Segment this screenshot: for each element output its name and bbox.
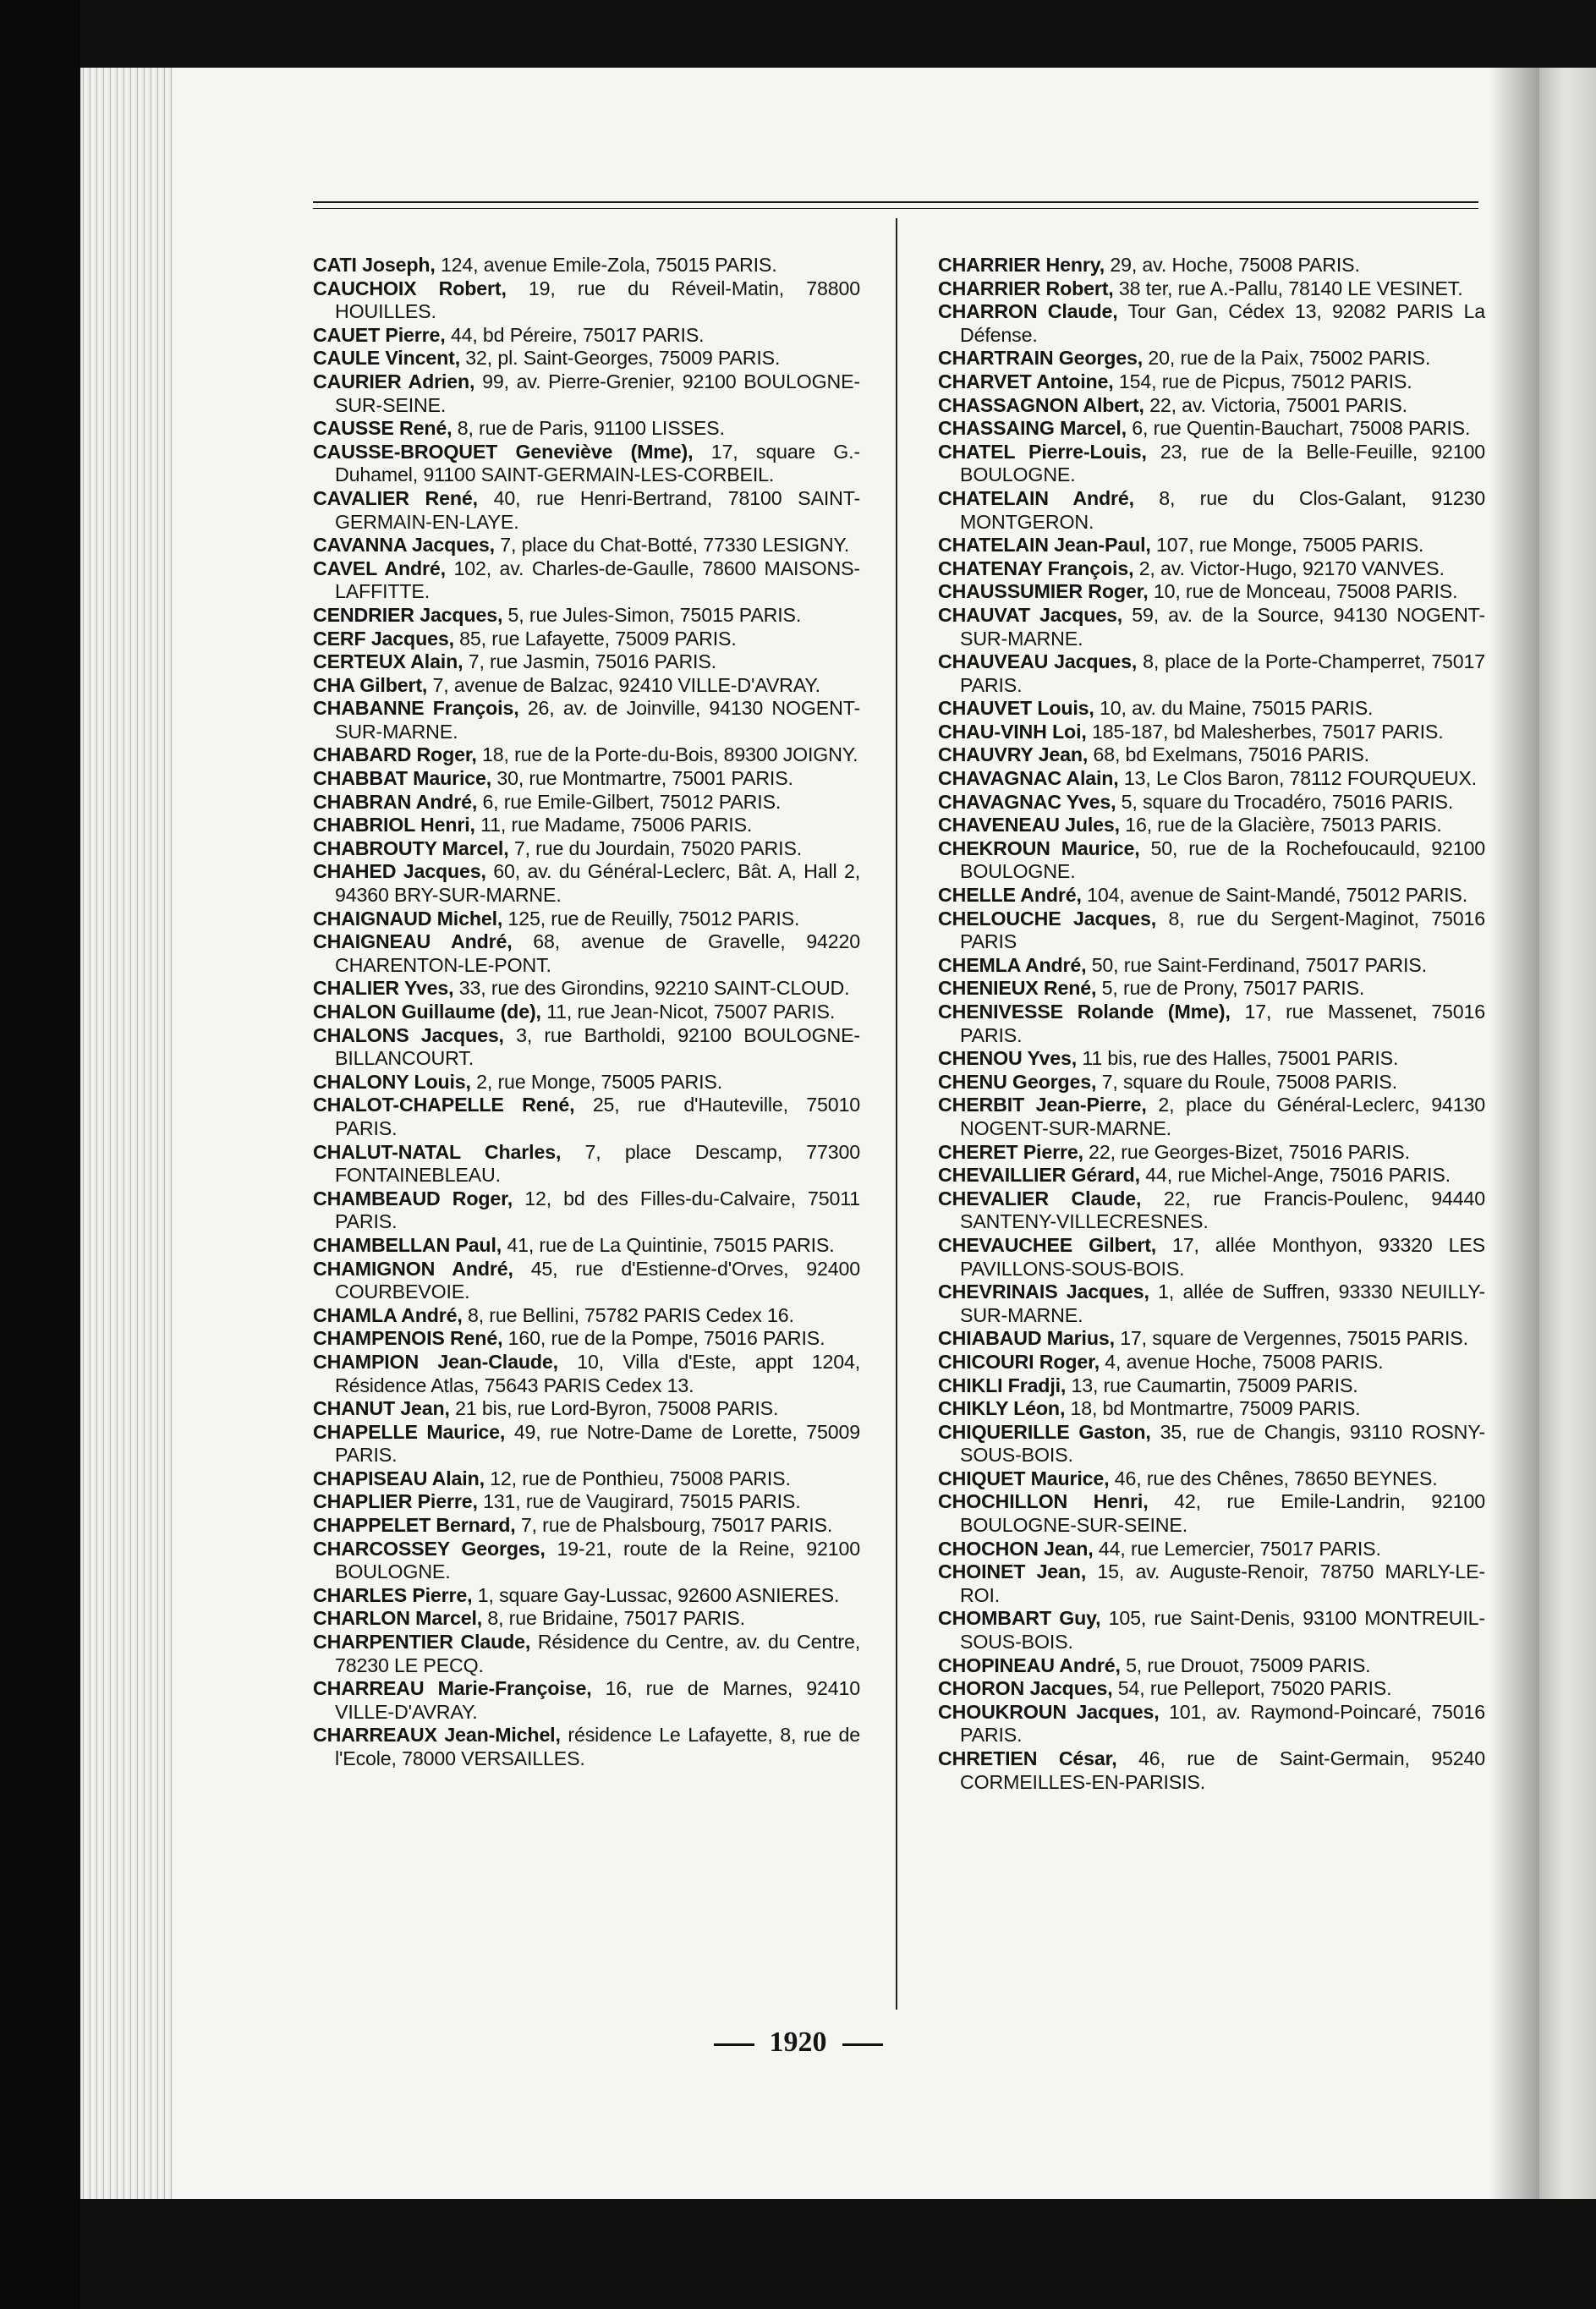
directory-entry: [938, 743, 1485, 767]
entry-address: 59, av. de la Source, 94130 NOGENT-SUR-MARNE.: [960, 603, 1485, 650]
entry-name: CHALOT-CHAPELLE René,: [313, 1094, 575, 1116]
directory-entry: [313, 324, 860, 348]
entry-address: 38 ter, rue A.-Pallu, 78140 LE VESINET.: [1118, 277, 1463, 299]
directory-entry: [938, 1421, 1485, 1467]
entry-name: CHAMBEAUD Roger,: [313, 1187, 513, 1209]
entry-address: 13, rue Caumartin, 75009 PARIS.: [1071, 1374, 1358, 1396]
directory-entry: [938, 1607, 1485, 1654]
entry-name: CHABRIOL Henri,: [313, 814, 475, 836]
directory-entry: [313, 1467, 860, 1491]
directory-entry: [938, 1560, 1485, 1607]
directory-entry: [313, 1304, 860, 1328]
entry-name: CHOINET Jean,: [938, 1560, 1087, 1583]
entry-name: CHATELAIN Jean-Paul,: [938, 534, 1151, 557]
directory-entry: [938, 557, 1485, 581]
entry-address: 11, rue Jean-Nicot, 75007 PARIS.: [546, 1001, 836, 1023]
entry-name: CHANUT Jean,: [313, 1397, 450, 1420]
entry-name: CHENOU Yves,: [938, 1047, 1078, 1070]
directory-entry: [938, 580, 1485, 604]
entry-name: CHARREAU Marie-Françoise,: [313, 1677, 592, 1700]
header-rule: [313, 201, 1478, 203]
entry-address: 3, rue Bartholdi, 92100 BOULOGNE-BILLANCOURT.: [335, 1023, 860, 1070]
entry-name: CHERBIT Jean-Pierre,: [938, 1094, 1147, 1116]
entry-address: 20, rue de la Paix, 75002 PARIS.: [1148, 347, 1431, 370]
entry-name: CHATELAIN André,: [938, 486, 1134, 509]
entry-name: CHABRAN André,: [313, 790, 478, 813]
entry-address: 8, rue Bellini, 75782 PARIS Cedex 16.: [467, 1303, 794, 1326]
entry-address: 12, bd des Filles-du-Calvaire, 75011 PARIS.: [335, 1187, 861, 1233]
entry-address: 104, avenue de Saint-Mandé, 75012 PARIS.: [1087, 884, 1468, 907]
entry-address: 185-187, bd Malesherbes, 75017 PARIS.: [1091, 720, 1444, 743]
directory-entry: [313, 417, 860, 441]
directory-entry: [313, 1327, 860, 1351]
entry-address: 7, rue du Jourdain, 75020 PARIS.: [513, 836, 803, 859]
directory-entry: [938, 370, 1485, 394]
header-rule-thin: [313, 208, 1478, 209]
directory-entry: [938, 697, 1485, 721]
directory-entry: [938, 394, 1485, 418]
entry-name: CAVANNA Jacques,: [313, 534, 495, 557]
entry-name: CHIKLI Fradji,: [938, 1374, 1067, 1396]
entry-name: CENDRIER Jacques,: [313, 603, 503, 626]
entry-name: CHAVAGNAC Yves,: [938, 790, 1116, 813]
entry-address: 154, rue de Picpus, 75012 PARIS.: [1118, 370, 1412, 392]
entry-address: 4, avenue Hoche, 75008 PARIS.: [1105, 1350, 1384, 1373]
entry-name: CHATENAY François,: [938, 557, 1134, 579]
entry-name: CHENIEUX René,: [938, 977, 1097, 1000]
directory-entry: [938, 977, 1485, 1001]
entry-name: CHIABAUD Marius,: [938, 1327, 1115, 1350]
entry-name: CHARRIER Henry,: [938, 254, 1105, 276]
entry-address: 50, rue Saint-Ferdinand, 75017 PARIS.: [1091, 953, 1427, 976]
entry-address: 7, avenue de Balzac, 92410 VILLE-D'AVRAY.: [432, 673, 820, 696]
entry-name: CHOCHON Jean,: [938, 1537, 1094, 1560]
entry-name: CHAPLIER Pierre,: [313, 1490, 478, 1513]
entry-name: CHATEL Pierre-Louis,: [938, 440, 1147, 463]
directory-entry: [313, 1071, 860, 1094]
entry-address: 16, rue de la Glacière, 75013 PARIS.: [1125, 814, 1442, 836]
directory-entry: [313, 557, 860, 604]
directory-entry: [313, 1258, 860, 1304]
entry-name: CERTEUX Alain,: [313, 650, 463, 673]
entry-name: CHAMLA André,: [313, 1303, 463, 1326]
entry-name: CAUSSE-BROQUET Geneviève (Mme),: [313, 440, 694, 463]
directory-entry: [938, 814, 1485, 837]
directory-entry: [938, 604, 1485, 650]
directory-entry: [938, 1747, 1485, 1794]
entry-address: 30, rue Montmartre, 75001 PARIS.: [496, 767, 793, 790]
entry-name: CHICOURI Roger,: [938, 1350, 1100, 1373]
entry-address: 60, av. du Général-Leclerc, Bât. A, Hall 2, 94360 BRY-SUR-MARNE.: [335, 860, 860, 907]
page-number-dash-right: [842, 2043, 883, 2046]
directory-entry: [313, 674, 860, 698]
directory-entry: [938, 417, 1485, 441]
directory-entry: [938, 300, 1485, 347]
entry-name: CHAUVAT Jacques,: [938, 603, 1123, 626]
entry-name: CHASSAGNON Albert,: [938, 393, 1144, 416]
entry-address: 7, rue de Phalsbourg, 75017 PARIS.: [520, 1514, 833, 1537]
directory-entry: [313, 1234, 860, 1258]
entry-name: CAULE Vincent,: [313, 347, 460, 370]
gutter-shadow: [1489, 68, 1539, 2199]
entry-address: Résidence du Centre, av. du Centre, 78230 LE PECQ.: [335, 1631, 860, 1676]
entry-address: 54, rue Pelleport, 75020 PARIS.: [1117, 1677, 1392, 1700]
column-separator: [896, 218, 897, 2010]
entry-address: 125, rue de Reuilly, 75012 PARIS.: [507, 907, 800, 930]
entry-name: CHARLES Pierre,: [313, 1583, 473, 1606]
directory-entry: [938, 1467, 1485, 1491]
directory-entry: [313, 1584, 860, 1608]
entry-address: 10, av. du Maine, 75015 PARIS.: [1100, 697, 1374, 720]
entry-name: CHEVALIER Claude,: [938, 1187, 1142, 1209]
entry-address: 32, pl. Saint-Georges, 75009 PARIS.: [465, 347, 781, 370]
entry-address: 7, place du Chat-Botté, 77330 LESIGNY.: [500, 534, 850, 557]
directory-entry: [938, 767, 1485, 791]
directory-entry: [313, 650, 860, 674]
entry-name: CHAIGNAUD Michel,: [313, 907, 503, 930]
entry-name: CHELOUCHE Jacques,: [938, 907, 1156, 930]
entry-name: CHAPPELET Bernard,: [313, 1514, 516, 1537]
directory-entry: [313, 254, 860, 277]
entry-address: 44, bd Péreire, 75017 PARIS.: [450, 323, 705, 346]
directory-entry: [938, 954, 1485, 978]
entry-name: CHASSAING Marcel,: [938, 417, 1127, 440]
scan-background: [0, 0, 80, 2309]
entry-address: 44, rue Michel-Ange, 75016 PARIS.: [1145, 1164, 1451, 1187]
entry-address: 5, rue de Prony, 75017 PARIS.: [1101, 977, 1365, 1000]
entry-name: CHAMBELLAN Paul,: [313, 1233, 502, 1256]
directory-entry: [938, 1538, 1485, 1561]
entry-address: 49, rue Notre-Dame de Lorette, 75009 PARIS.: [335, 1420, 860, 1467]
entry-address: 8, rue du Sergent-Maginot, 75016 PARIS: [960, 907, 1485, 953]
entry-name: CHAUSSUMIER Roger,: [938, 580, 1149, 603]
directory-entry: [313, 441, 860, 487]
directory-entry: [938, 254, 1485, 277]
entry-address: 15, av. Auguste-Renoir, 78750 MARLY-LE-ROI.: [960, 1560, 1485, 1606]
entry-name: CHAUVRY Jean,: [938, 743, 1089, 766]
entry-name: CHORON Jacques,: [938, 1677, 1113, 1700]
directory-entry: [938, 1327, 1485, 1351]
directory-entry: [313, 1514, 860, 1538]
left-column: [313, 254, 860, 1771]
entry-name: CHEMLA André,: [938, 953, 1087, 976]
directory-entry: [313, 1351, 860, 1397]
entry-name: CHARRIER Robert,: [938, 277, 1114, 299]
entry-address: 102, av. Charles-de-Gaulle, 78600 MAISONS-LAFFITTE.: [335, 557, 860, 603]
entry-address: 10, rue de Monceau, 75008 PARIS.: [1153, 580, 1458, 603]
directory-entry: [313, 930, 860, 977]
entry-name: CHEVAILLIER Gérard,: [938, 1164, 1140, 1187]
entry-address: 99, av. Pierre-Grenier, 92100 BOULOGNE-SUR-SEINE.: [335, 370, 860, 416]
page-number-text: 1920: [769, 2027, 827, 2058]
entry-address: 26, av. de Joinville, 94130 NOGENT-SUR-MARNE.: [335, 697, 861, 743]
entry-name: CHERET Pierre,: [938, 1140, 1083, 1163]
directory-entry: [938, 1187, 1485, 1234]
entry-address: 1, square Gay-Lussac, 92600 ASNIERES.: [477, 1583, 840, 1606]
directory-entry: [313, 1024, 860, 1071]
directory-entry: [313, 1397, 860, 1421]
directory-entry: [313, 347, 860, 370]
entry-address: 6, rue Emile-Gilbert, 75012 PARIS.: [482, 790, 782, 813]
directory-entry: [313, 860, 860, 907]
entry-address: 5, rue Jules-Simon, 75015 PARIS.: [507, 603, 802, 626]
entry-name: CHARTRAIN Georges,: [938, 347, 1144, 370]
directory-entry: [313, 1724, 860, 1770]
directory-entry: [938, 837, 1485, 884]
entry-address: 7, place Descamp, 77300 FONTAINEBLEAU.: [335, 1140, 860, 1187]
directory-entry: [313, 837, 860, 861]
entry-name: CHA Gilbert,: [313, 673, 428, 696]
directory-entry: [313, 1001, 860, 1024]
entry-address: 12, rue de Ponthieu, 75008 PARIS.: [490, 1467, 791, 1489]
entry-name: CHALIER Yves,: [313, 977, 454, 1000]
entry-name: CAURIER Adrien,: [313, 370, 475, 392]
entry-address: 5, rue Drouot, 75009 PARIS.: [1126, 1654, 1371, 1676]
entry-name: CHALUT-NATAL Charles,: [313, 1140, 562, 1163]
entry-address: 46, rue des Chênes, 78650 BEYNES.: [1114, 1467, 1438, 1489]
entry-address: 18, rue de la Porte-du-Bois, 89300 JOIGNY.: [482, 743, 858, 766]
entry-address: 8, rue du Clos-Galant, 91230 MONTGERON.: [960, 486, 1485, 533]
entry-address: 2, rue Monge, 75005 PARIS.: [476, 1070, 722, 1093]
entry-address: 41, rue de La Quintinie, 75015 PARIS.: [507, 1233, 835, 1256]
entry-address: 68, bd Exelmans, 75016 PARIS.: [1093, 743, 1369, 766]
entry-address: 17, square G.-Duhamel, 91100 SAINT-GERMAIN-LES-CORBEIL.: [335, 440, 860, 486]
directory-entry: [938, 1001, 1485, 1047]
entry-address: 40, rue Henri-Bertrand, 78100 SAINT-GERMAIN-EN-LAYE.: [335, 486, 861, 533]
directory-entry: [313, 1141, 860, 1187]
directory-entry: [938, 1141, 1485, 1165]
directory-entry: [938, 1071, 1485, 1094]
entry-name: CHALONS Jacques,: [313, 1023, 504, 1046]
directory-entry: [313, 628, 860, 651]
entry-address: 22, av. Victoria, 75001 PARIS.: [1149, 393, 1407, 416]
entry-name: CHAPELLE Maurice,: [313, 1420, 506, 1443]
entry-name: CATI Joseph,: [313, 254, 436, 276]
entry-name: CHAMIGNON André,: [313, 1257, 513, 1280]
directory-entry: [938, 791, 1485, 814]
directory-entry: [938, 534, 1485, 557]
entry-name: CHENU Georges,: [938, 1070, 1097, 1093]
page-number-dash-left: [714, 2043, 754, 2046]
entry-address: 8, rue Bridaine, 75017 PARIS.: [487, 1607, 745, 1630]
entry-address: 7, square du Roule, 75008 PARIS.: [1101, 1070, 1397, 1093]
entry-address: 85, rue Lafayette, 75009 PARIS.: [459, 627, 737, 650]
entry-address: 131, rue de Vaugirard, 75015 PARIS.: [483, 1490, 801, 1513]
directory-entry: [313, 743, 860, 767]
entry-address: 23, rue de la Belle-Feuille, 92100 BOULOGNE.: [960, 440, 1485, 486]
directory-entry: [313, 697, 860, 743]
page-stack-edge: [80, 68, 178, 2199]
directory-entry: [938, 1654, 1485, 1678]
entry-name: CHIQUET Maurice,: [938, 1467, 1110, 1489]
entry-address: 1, allée de Suffren, 93330 NEUILLY-SUR-MARNE.: [960, 1281, 1486, 1326]
entry-address: 35, rue de Changis, 93110 ROSNY-SOUS-BOIS.: [960, 1420, 1486, 1467]
entry-address: 18, bd Montmartre, 75009 PARIS.: [1070, 1397, 1361, 1420]
entry-address: 17, square de Vergennes, 75015 PARIS.: [1120, 1327, 1468, 1350]
entry-name: CHAMPION Jean-Claude,: [313, 1350, 558, 1373]
entry-address: 2, av. Victor-Hugo, 92170 VANVES.: [1138, 557, 1445, 579]
entry-name: CHABANNE François,: [313, 697, 519, 720]
entry-name: CHAVENEAU Jules,: [938, 814, 1120, 836]
entry-name: CHABROUTY Marcel,: [313, 836, 509, 859]
entry-name: CHIKLY Léon,: [938, 1397, 1066, 1420]
entry-address: 10, Villa d'Este, appt 1204, Résidence Atlas, 75643 PARIS Cedex 13.: [335, 1350, 861, 1396]
entry-address: 11 bis, rue des Halles, 75001 PARIS.: [1082, 1047, 1399, 1070]
entry-address: 13, Le Clos Baron, 78112 FOURQUEUX.: [1123, 767, 1477, 790]
entry-address: 22, rue Georges-Bizet, 75016 PARIS.: [1089, 1140, 1410, 1163]
entry-address: 44, rue Lemercier, 75017 PARIS.: [1098, 1537, 1381, 1560]
directory-entry: [313, 1490, 860, 1514]
entry-name: CAUET Pierre,: [313, 323, 446, 346]
entry-name: CHOMBART Guy,: [938, 1607, 1101, 1630]
entry-name: CAUCHOIX Robert,: [313, 277, 507, 299]
entry-address: 8, rue de Paris, 91100 LISSES.: [457, 417, 725, 440]
entry-name: CHRETIEN César,: [938, 1747, 1117, 1769]
entry-address: 105, rue Saint-Denis, 93100 MONTREUIL-SOUS-BOIS.: [960, 1607, 1486, 1654]
entry-name: CHAU-VINH Loi,: [938, 720, 1087, 743]
entry-address: 25, rue d'Hauteville, 75010 PARIS.: [335, 1094, 861, 1139]
directory-entry: [938, 908, 1485, 954]
entry-name: CERF Jacques,: [313, 627, 454, 650]
entry-name: CHAPISEAU Alain,: [313, 1467, 485, 1489]
directory-entry: [938, 1281, 1485, 1327]
entry-name: CHAUVET Louis,: [938, 697, 1094, 720]
directory-entry: [313, 767, 860, 791]
directory-entry: [938, 1701, 1485, 1747]
entry-address: 45, rue d'Estienne-d'Orves, 92400 COURBEVOIE.: [335, 1257, 860, 1303]
directory-entry: [938, 1397, 1485, 1421]
directory-entry: [938, 1351, 1485, 1374]
directory-entry: [313, 370, 860, 417]
directory-entry: [313, 277, 860, 324]
directory-entry: [938, 1234, 1485, 1281]
directory-entry: [313, 977, 860, 1001]
directory-entry: [313, 1677, 860, 1724]
directory-entry: [313, 1094, 860, 1140]
entry-address: 46, rue de Saint-Germain, 95240 CORMEILLES-EN-PARISIS.: [960, 1747, 1485, 1793]
entry-address: 6, rue Quentin-Bauchart, 75008 PARIS.: [1132, 417, 1471, 440]
entry-address: 33, rue des Girondins, 92210 SAINT-CLOUD.: [458, 977, 850, 1000]
entry-name: CHELLE André,: [938, 884, 1082, 907]
entry-name: CHARPENTIER Claude,: [313, 1631, 531, 1654]
entry-name: CHARLON Marcel,: [313, 1607, 483, 1630]
entry-name: CHAMPENOIS René,: [313, 1327, 503, 1350]
entry-name: CHIQUERILLE Gaston,: [938, 1420, 1151, 1443]
entry-name: CHAUVEAU Jacques,: [938, 650, 1138, 673]
entry-name: CHALONY Louis,: [313, 1070, 471, 1093]
entry-name: CHARVET Antoine,: [938, 370, 1114, 392]
directory-entry: [938, 884, 1485, 908]
directory-entry: [938, 1677, 1485, 1701]
entry-address: 29, av. Hoche, 75008 PARIS.: [1110, 254, 1360, 276]
facing-page-edge: [1539, 68, 1596, 2199]
directory-entry: [313, 604, 860, 628]
directory-entry: [938, 1094, 1485, 1140]
directory-entry: [938, 1490, 1485, 1537]
directory-entry: [938, 277, 1485, 301]
entry-name: CHARRON Claude,: [938, 300, 1118, 323]
entry-address: Tour Gan, Cédex 13, 92082 PARIS La Défense.: [960, 300, 1486, 346]
entry-address: 17, allée Monthyon, 93320 LES PAVILLONS-SOUS-BOIS.: [960, 1233, 1485, 1280]
entry-name: CHOPINEAU André,: [938, 1654, 1121, 1676]
directory-entry: [938, 650, 1485, 697]
directory-entry: [313, 1187, 860, 1234]
directory-entry: [313, 487, 860, 534]
directory-entry: [313, 814, 860, 837]
entry-name: CHABARD Roger,: [313, 743, 477, 766]
entry-address: 124, avenue Emile-Zola, 75015 PARIS.: [440, 254, 777, 276]
entry-name: CHEVAUCHEE Gilbert,: [938, 1233, 1157, 1256]
entry-name: CHAHED Jacques,: [313, 860, 486, 883]
directory-entry: [313, 791, 860, 814]
entry-name: CHABBAT Maurice,: [313, 767, 492, 790]
entry-address: 101, av. Raymond-Poincaré, 75016 PARIS.: [960, 1700, 1486, 1747]
entry-address: 19-21, route de la Reine, 92100 BOULOGNE.: [335, 1537, 860, 1583]
entry-name: CHENIVESSE Rolande (Mme),: [938, 1001, 1231, 1023]
entry-address: 8, place de la Porte-Champerret, 75017 PARIS.: [960, 650, 1486, 696]
entry-address: 7, rue Jasmin, 75016 PARIS.: [468, 650, 716, 673]
entry-address: 2, place du Général-Leclerc, 94130 NOGENT-SUR-MARNE.: [960, 1094, 1485, 1139]
directory-entry: [313, 1538, 860, 1584]
entry-address: 17, rue Massenet, 75016 PARIS.: [960, 1001, 1486, 1046]
directory-entry: [313, 1631, 860, 1677]
directory-entry: [313, 534, 860, 557]
entry-address: 5, square du Trocadéro, 75016 PARIS.: [1121, 790, 1454, 813]
entry-name: CHAIGNEAU André,: [313, 930, 513, 953]
directory-entry: [938, 487, 1485, 534]
entry-name: CHARCOSSEY Georges,: [313, 1537, 546, 1560]
right-column: [938, 254, 1485, 1794]
directory-entry: [938, 441, 1485, 487]
page-number: [0, 2027, 1596, 2059]
entry-address: 107, rue Monge, 75005 PARIS.: [1155, 534, 1424, 557]
directory-entry: [938, 347, 1485, 370]
directory-entry: [313, 1421, 860, 1467]
entry-name: CAUSSE René,: [313, 417, 452, 440]
entry-address: 22, rue Francis-Poulenc, 94440 SANTENY-VILLECRESNES.: [960, 1187, 1486, 1233]
entry-address: 160, rue de la Pompe, 75016 PARIS.: [507, 1327, 825, 1350]
entry-name: CHEKROUN Maurice,: [938, 836, 1140, 859]
entry-name: CAVALIER René,: [313, 486, 478, 509]
entry-address: 11, rue Madame, 75006 PARIS.: [480, 814, 753, 836]
entry-name: CHOCHILLON Henri,: [938, 1490, 1149, 1513]
directory-entry: [938, 1374, 1485, 1398]
directory-entry: [313, 1607, 860, 1631]
directory-entry: [313, 908, 860, 931]
entry-address: 50, rue de la Rochefoucauld, 92100 BOULOGNE.: [960, 836, 1485, 883]
entry-address: 42, rue Emile-Landrin, 92100 BOULOGNE-SUR-SEINE.: [960, 1490, 1485, 1537]
directory-entry: [938, 721, 1485, 744]
entry-address: 19, rue du Réveil-Matin, 78800 HOUILLES.: [335, 277, 860, 323]
entry-address: 68, avenue de Gravelle, 94220 CHARENTON-LE-PONT.: [335, 930, 860, 976]
entry-name: CHOUKROUN Jacques,: [938, 1700, 1160, 1723]
entry-address: résidence Le Lafayette, 8, rue de l'Ecole, 78000 VERSAILLES.: [335, 1724, 861, 1769]
entry-name: CHALON Guillaume (de),: [313, 1001, 541, 1023]
entry-name: CHEVRINAIS Jacques,: [938, 1281, 1149, 1303]
entry-address: 21 bis, rue Lord-Byron, 75008 PARIS.: [455, 1397, 779, 1420]
entry-name: CHARREAUX Jean-Michel,: [313, 1724, 561, 1747]
directory-entry: [938, 1164, 1485, 1187]
entry-address: 16, rue de Marnes, 92410 VILLE-D'AVRAY.: [335, 1677, 861, 1723]
entry-name: CHAVAGNAC Alain,: [938, 767, 1119, 790]
entry-name: CAVEL André,: [313, 557, 446, 579]
directory-entry: [938, 1047, 1485, 1071]
